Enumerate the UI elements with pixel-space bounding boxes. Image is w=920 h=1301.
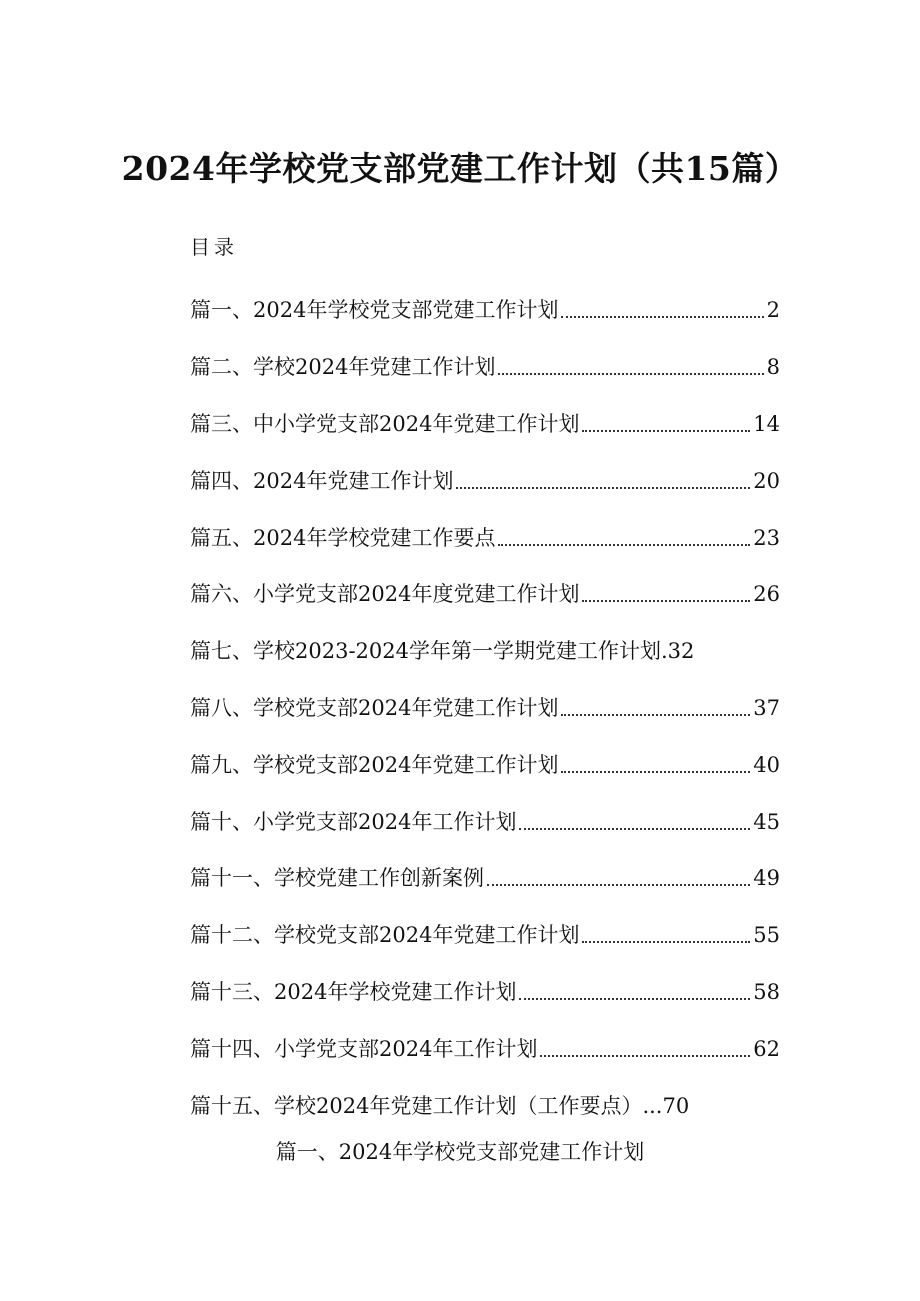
toc-page-number: 14 xyxy=(753,411,780,436)
toc-entry-label: 篇十五、学校2024年党建工作计划（工作要点）... xyxy=(190,1093,663,1118)
toc-leader-dots xyxy=(487,884,750,886)
toc-entry-label: 篇四、2024年党建工作计划 xyxy=(190,468,454,493)
toc-leader-dots xyxy=(540,1055,750,1057)
toc-page-number: 45 xyxy=(753,809,780,834)
toc-leader-dots xyxy=(498,544,750,546)
toc-entry[interactable] xyxy=(190,396,780,453)
table-of-contents xyxy=(190,282,780,1134)
toc-leader-dots xyxy=(561,316,763,318)
toc-entry-label: 篇八、学校党支部2024年党建工作计划 xyxy=(190,695,559,720)
toc-leader-dots xyxy=(582,941,750,943)
toc-entry[interactable] xyxy=(190,1020,780,1077)
toc-entry-label: 篇九、学校党支部2024年党建工作计划 xyxy=(190,752,559,777)
toc-page-number: 70 xyxy=(662,1093,690,1118)
toc-page-number: 62 xyxy=(753,1036,780,1061)
toc-leader-dots xyxy=(561,714,750,716)
toc-entry[interactable] xyxy=(190,339,780,396)
toc-entry-label: 篇十一、学校党建工作创新案例 xyxy=(190,866,484,891)
toc-entry[interactable] xyxy=(190,509,780,566)
toc-leader-dots xyxy=(519,998,750,1000)
section-heading: 篇一、2024年学校党支部党建工作计划 xyxy=(275,1140,645,1164)
toc-entry[interactable] xyxy=(190,680,780,737)
toc-entry[interactable] xyxy=(190,907,780,964)
toc-page-number: 55 xyxy=(753,923,780,948)
toc-entry-label: 篇七、学校2023-2024学年第一学期党建工作计划. xyxy=(190,639,668,664)
toc-entry[interactable] xyxy=(190,623,780,680)
toc-entry[interactable] xyxy=(190,736,780,793)
toc-page-number: 20 xyxy=(753,468,780,493)
toc-leader-dots xyxy=(519,828,750,830)
toc-entry[interactable] xyxy=(190,850,780,907)
toc-page-number: 58 xyxy=(753,979,780,1004)
toc-entry-label: 篇二、学校2024年党建工作计划 xyxy=(190,355,496,380)
toc-entry[interactable] xyxy=(190,452,780,509)
toc-entry-label: 篇五、2024年学校党建工作要点 xyxy=(190,525,496,550)
toc-page-number: 40 xyxy=(753,752,780,777)
toc-leader-dots xyxy=(498,373,763,375)
toc-entry-label: 篇十四、小学党支部2024年工作计划 xyxy=(190,1036,538,1061)
toc-page-number: 2 xyxy=(766,298,780,323)
toc-leader-dots xyxy=(456,487,750,489)
toc-entry[interactable] xyxy=(190,793,780,850)
toc-entry-label: 篇六、小学党支部2024年度党建工作计划 xyxy=(190,582,580,607)
toc-entry[interactable] xyxy=(190,566,780,623)
toc-page-number: 49 xyxy=(753,866,780,891)
document-title: 2024年学校党支部党建工作计划（共15篇） xyxy=(121,149,799,188)
toc-entry[interactable] xyxy=(190,1077,780,1134)
toc-entry-label: 篇十、小学党支部2024年工作计划 xyxy=(190,809,517,834)
toc-page-number: 23 xyxy=(753,525,780,550)
toc-entry-label: 篇三、中小学党支部2024年党建工作计划 xyxy=(190,411,580,436)
toc-page-number: 32 xyxy=(667,639,695,664)
toc-entry[interactable] xyxy=(190,964,780,1021)
toc-page-number: 8 xyxy=(766,355,780,380)
toc-leader-dots xyxy=(561,771,750,773)
toc-entry-label: 篇十二、学校党支部2024年党建工作计划 xyxy=(190,923,580,948)
toc-page-number: 37 xyxy=(753,695,780,720)
toc-page-number: 26 xyxy=(753,582,780,607)
toc-entry[interactable] xyxy=(190,282,780,339)
toc-entry-label: 篇一、2024年学校党支部党建工作计划 xyxy=(190,298,559,323)
toc-leader-dots xyxy=(582,430,750,432)
toc-leader-dots xyxy=(582,600,750,602)
toc-entry-label: 篇十三、2024年学校党建工作计划 xyxy=(190,979,517,1004)
toc-heading: 目录 xyxy=(190,235,238,259)
